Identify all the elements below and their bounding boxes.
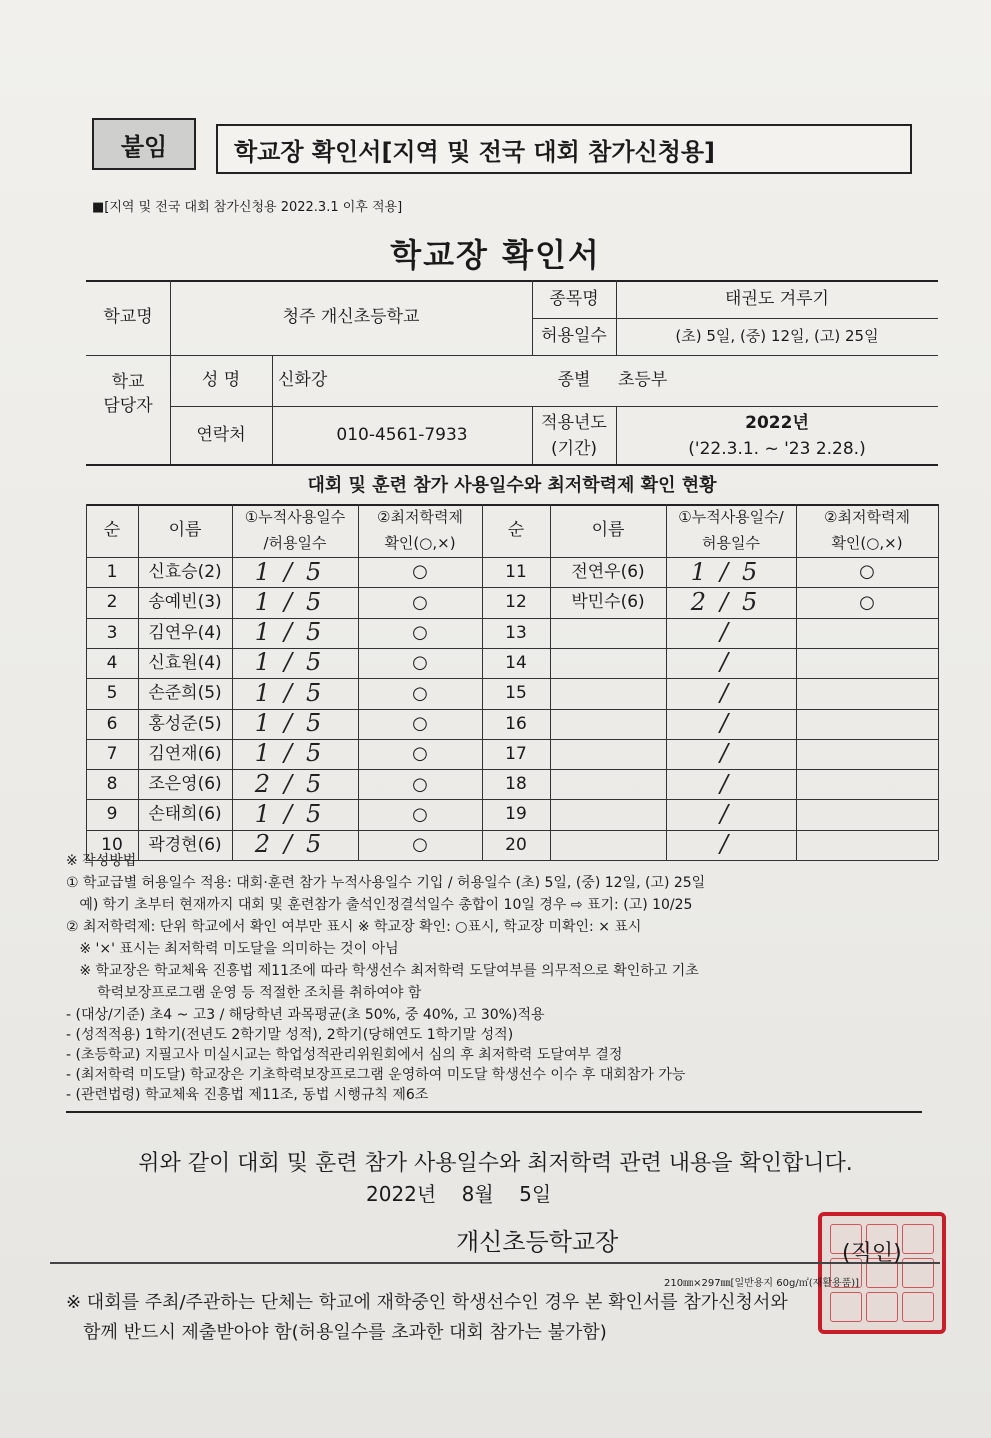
col-header-name-right: 이름	[591, 520, 625, 541]
category-label: 종별	[557, 370, 591, 391]
col-header-days-line2: /허용일수	[263, 534, 327, 553]
table-column-rule	[358, 504, 359, 860]
table-cell-name: 김연우(4)	[148, 622, 222, 643]
col-header-check-right-line1: ②최저학력제	[824, 508, 910, 527]
table-cell-no: 7	[106, 743, 118, 764]
instruction-line: - (대상/기준) 초4 ~ 고3 / 해당학년 과목평균(초 50%, 중 40%, 고 30%)적용	[66, 1007, 545, 1023]
table-row-rule	[86, 860, 482, 861]
table-cell-name: 신효원(4)	[148, 652, 222, 673]
table-column-rule	[550, 504, 551, 860]
table-cell-name	[550, 830, 666, 860]
table-row-rule	[482, 860, 938, 861]
table-cell-name: 전연우(6)	[571, 562, 645, 583]
table-cell-no: 10	[101, 834, 123, 855]
table-cell-name: 박민수(6)	[571, 592, 645, 613]
col-header-days-right-line1: ①누적사용일수/	[678, 508, 784, 527]
signature-rule	[50, 1262, 940, 1264]
table-cell-check	[796, 678, 938, 708]
table-cell-name: 곽경현(6)	[148, 834, 222, 855]
footer-note-line1: ※ 대회를 주최/주관하는 단체는 학교에 재학중인 학생선수인 경우 본 확인서를 참가신청서와	[66, 1292, 788, 1313]
category-value: 초등부	[618, 370, 668, 391]
table-cell-days: /	[719, 709, 743, 738]
table-cell-no: 18	[505, 774, 527, 795]
page-title: 학교장 확인서	[390, 236, 601, 274]
table-cell-name: 신효승(2)	[148, 562, 222, 583]
col-header-name: 이름	[168, 520, 202, 541]
contact-label: 연락처	[196, 424, 246, 445]
table-cell-days: 1/5	[254, 587, 336, 616]
instruction-line: - (관련법령) 학교체육 진흥법 제11조, 동법 시행규칙 제6조	[66, 1087, 429, 1103]
table-cell-days: 1/5	[254, 648, 336, 677]
table-cell-days: 1/5	[254, 799, 336, 828]
manager-label-line1: 학교	[111, 371, 145, 392]
instruction-line: ※ '×' 표시는 최저학력 미도달을 의미하는 것이 아님	[66, 941, 399, 957]
table-column-rule	[938, 504, 939, 860]
table-cell-no: 15	[505, 683, 527, 704]
table-cell-check	[796, 709, 938, 739]
table-cell-check: ○	[412, 652, 428, 674]
table-cell-check: ○	[412, 682, 428, 704]
table-cell-days: 1/5	[254, 678, 336, 707]
event-value: 태권도 겨루기	[725, 288, 829, 309]
table-cell-days: 1/5	[690, 557, 772, 586]
table-cell-check: ○	[412, 803, 428, 825]
table-cell-check: ○	[412, 712, 428, 734]
table-cell-no: 13	[505, 622, 527, 643]
allowed-days-label: 허용일수	[541, 326, 607, 347]
name-label: 성 명	[201, 370, 241, 391]
school-label: 학교명	[103, 307, 153, 328]
instruction-line: ※ 작성방법	[66, 853, 137, 869]
table-cell-no: 3	[106, 622, 118, 643]
instruction-line: 학력보장프로그램 운영 등 적절한 조치를 취하여야 함	[66, 985, 422, 1001]
table-cell-name: 손태희(6)	[148, 804, 222, 825]
table-column-rule	[666, 504, 667, 860]
table-column-rule	[482, 504, 483, 860]
table-cell-name	[550, 739, 666, 769]
col-header-no-right: 순	[507, 520, 525, 541]
instruction-line: 예) 학기 초부터 현재까지 대회 및 훈련참가 출석인정결석일수 총합이 10일 경우 ⇨ 표기: (고) 10/25	[66, 897, 693, 913]
table-cell-name	[550, 618, 666, 648]
section-title: 대회 및 훈련 참가 사용일수와 최저학력제 확인 현황	[307, 475, 717, 497]
instruction-line: ① 학교급별 허용일수 적용: 대회·훈련 참가 누적사용일수 기입 / 허용일수 (초) 5일, (중) 12일, (고) 25일	[66, 875, 706, 891]
table-cell-days: /	[719, 618, 743, 647]
manager-label-line2: 담당자	[103, 395, 153, 416]
table-cell-name	[550, 648, 666, 678]
paper-size-note: 210㎜×297㎜[일반용지 60g/㎡(재활용품)]	[664, 1278, 860, 1289]
table-cell-no: 6	[106, 713, 118, 734]
table-cell-days: 1/5	[254, 618, 336, 647]
table-cell-no: 11	[505, 562, 527, 583]
instruction-line: - (초등학교) 지필고사 미실시교는 학업성적관리위원회에서 심의 후 최저학력 도달여부 결정	[66, 1047, 623, 1063]
table-cell-days: /	[719, 739, 743, 768]
instruction-line: - (최저학력 미도달) 학교장은 기초학력보장프로그램 운영하여 미도달 학생선수 이수 후 대회참가 가능	[66, 1067, 686, 1083]
info-bottom-rule	[86, 464, 938, 466]
table-column-rule	[796, 504, 797, 860]
col-header-days-line1: ①누적사용일수	[244, 508, 346, 527]
table-cell-check: ○	[412, 773, 428, 795]
table-cell-check	[796, 769, 938, 799]
table-cell-days: /	[719, 678, 743, 707]
table-cell-no: 16	[505, 713, 527, 734]
seal-label: (직인)	[842, 1241, 902, 1266]
table-cell-name: 송예빈(3)	[148, 592, 222, 613]
table-cell-name: 조은영(6)	[148, 774, 222, 795]
table-column-rule	[232, 504, 233, 860]
allowed-days-value: (초) 5일, (중) 12일, (고) 25일	[675, 326, 879, 345]
table-cell-name	[550, 799, 666, 829]
table-cell-check: ○	[859, 591, 875, 613]
official-seal-stamp	[818, 1212, 946, 1334]
table-cell-name	[550, 709, 666, 739]
table-column-rule	[138, 504, 139, 860]
table-cell-no: 19	[505, 804, 527, 825]
confirmation-statement: 위와 같이 대회 및 훈련 참가 사용일수와 최저학력 관련 내용을 확인합니다.	[138, 1151, 853, 1176]
table-cell-days: /	[719, 648, 743, 677]
table-cell-no: 17	[505, 743, 527, 764]
table-cell-check: ○	[859, 561, 875, 583]
table-cell-name	[550, 769, 666, 799]
col-header-check-line2: 확인(○,×)	[384, 534, 456, 553]
table-cell-days: /	[719, 830, 743, 859]
table-cell-no: 2	[106, 592, 118, 613]
year-label-line1: 적용년도	[541, 412, 607, 433]
table-cell-days: 2/5	[690, 587, 772, 616]
table-cell-name	[550, 678, 666, 708]
col-header-check-line1: ②최저학력제	[377, 508, 463, 527]
period-value: ('22.3.1. ~ '23 2.28.)	[688, 438, 866, 459]
table-cell-check: ○	[412, 622, 428, 644]
table-cell-no: 8	[106, 774, 118, 795]
table-cell-name: 홍성준(5)	[148, 713, 222, 734]
table-cell-check	[796, 739, 938, 769]
table-cell-no: 14	[505, 652, 527, 673]
school-value: 청주 개신초등학교	[282, 307, 420, 328]
table-cell-no: 1	[106, 562, 118, 583]
table-cell-days: 2/5	[254, 830, 336, 859]
table-cell-check	[796, 799, 938, 829]
table-cell-check	[796, 648, 938, 678]
attachment-tag: 붙임	[92, 118, 196, 170]
table-column-rule	[86, 504, 87, 860]
table-cell-days: 2/5	[254, 769, 336, 798]
notes-bottom-rule	[66, 1111, 922, 1113]
table-cell-no: 4	[106, 652, 118, 673]
signer-title: 개신초등학교장	[456, 1228, 619, 1256]
table-cell-name: 김연재(6)	[148, 743, 222, 764]
col-header-no: 순	[103, 520, 121, 541]
name-value: 신화강	[278, 370, 328, 391]
instruction-line: ※ 학교장은 학교체육 진흥법 제11조에 따라 학생선수 최저학력 도달여부를 의무적으로 확인하고 기초	[66, 963, 699, 979]
table-cell-check	[796, 618, 938, 648]
table-cell-check: ○	[412, 561, 428, 583]
table-cell-check: ○	[412, 591, 428, 613]
instruction-line: - (성적적용) 1학기(전년도 2학기말 성적), 2학기(당해연도 1학기말 성적)	[66, 1027, 514, 1043]
contact-value: 010-4561-7933	[336, 424, 468, 445]
instruction-line: ② 최저학력제: 단위 학교에서 확인 여부만 표시 ※ 학교장 확인: ○표시, 학교장 미확인: × 표시	[66, 919, 642, 935]
document-heading: 학교장 확인서[지역 및 전국 대회 참가신청용]	[216, 124, 912, 174]
table-cell-days: 1/5	[254, 709, 336, 738]
table-cell-days: /	[719, 769, 743, 798]
table-cell-no: 9	[106, 804, 118, 825]
col-header-days-right-line2: 허용일수	[702, 534, 760, 553]
table-cell-no: 20	[505, 834, 527, 855]
year-label-line2: (기간)	[550, 438, 598, 459]
footer-note-line2: 함께 반드시 제출받아야 함(허용일수를 초과한 대회 참가는 불가함)	[66, 1322, 607, 1343]
table-cell-check: ○	[412, 834, 428, 856]
table-cell-days: 1/5	[254, 557, 336, 586]
event-label: 종목명	[549, 288, 599, 309]
col-header-check-right-line2: 확인(○,×)	[831, 534, 903, 553]
table-cell-check	[796, 830, 938, 860]
table-cell-days: /	[719, 799, 743, 828]
applicability-note: ■[지역 및 전국 대회 참가신청용 2022.3.1 이후 적용]	[92, 200, 403, 215]
table-cell-name: 손준희(5)	[148, 683, 222, 704]
signature-date: 2022년 8월 5일	[366, 1182, 552, 1206]
table-cell-no: 5	[106, 683, 118, 704]
year-value: 2022년	[745, 412, 809, 433]
table-cell-days: 1/5	[254, 739, 336, 768]
table-cell-check: ○	[412, 743, 428, 765]
table-cell-no: 12	[505, 592, 527, 613]
